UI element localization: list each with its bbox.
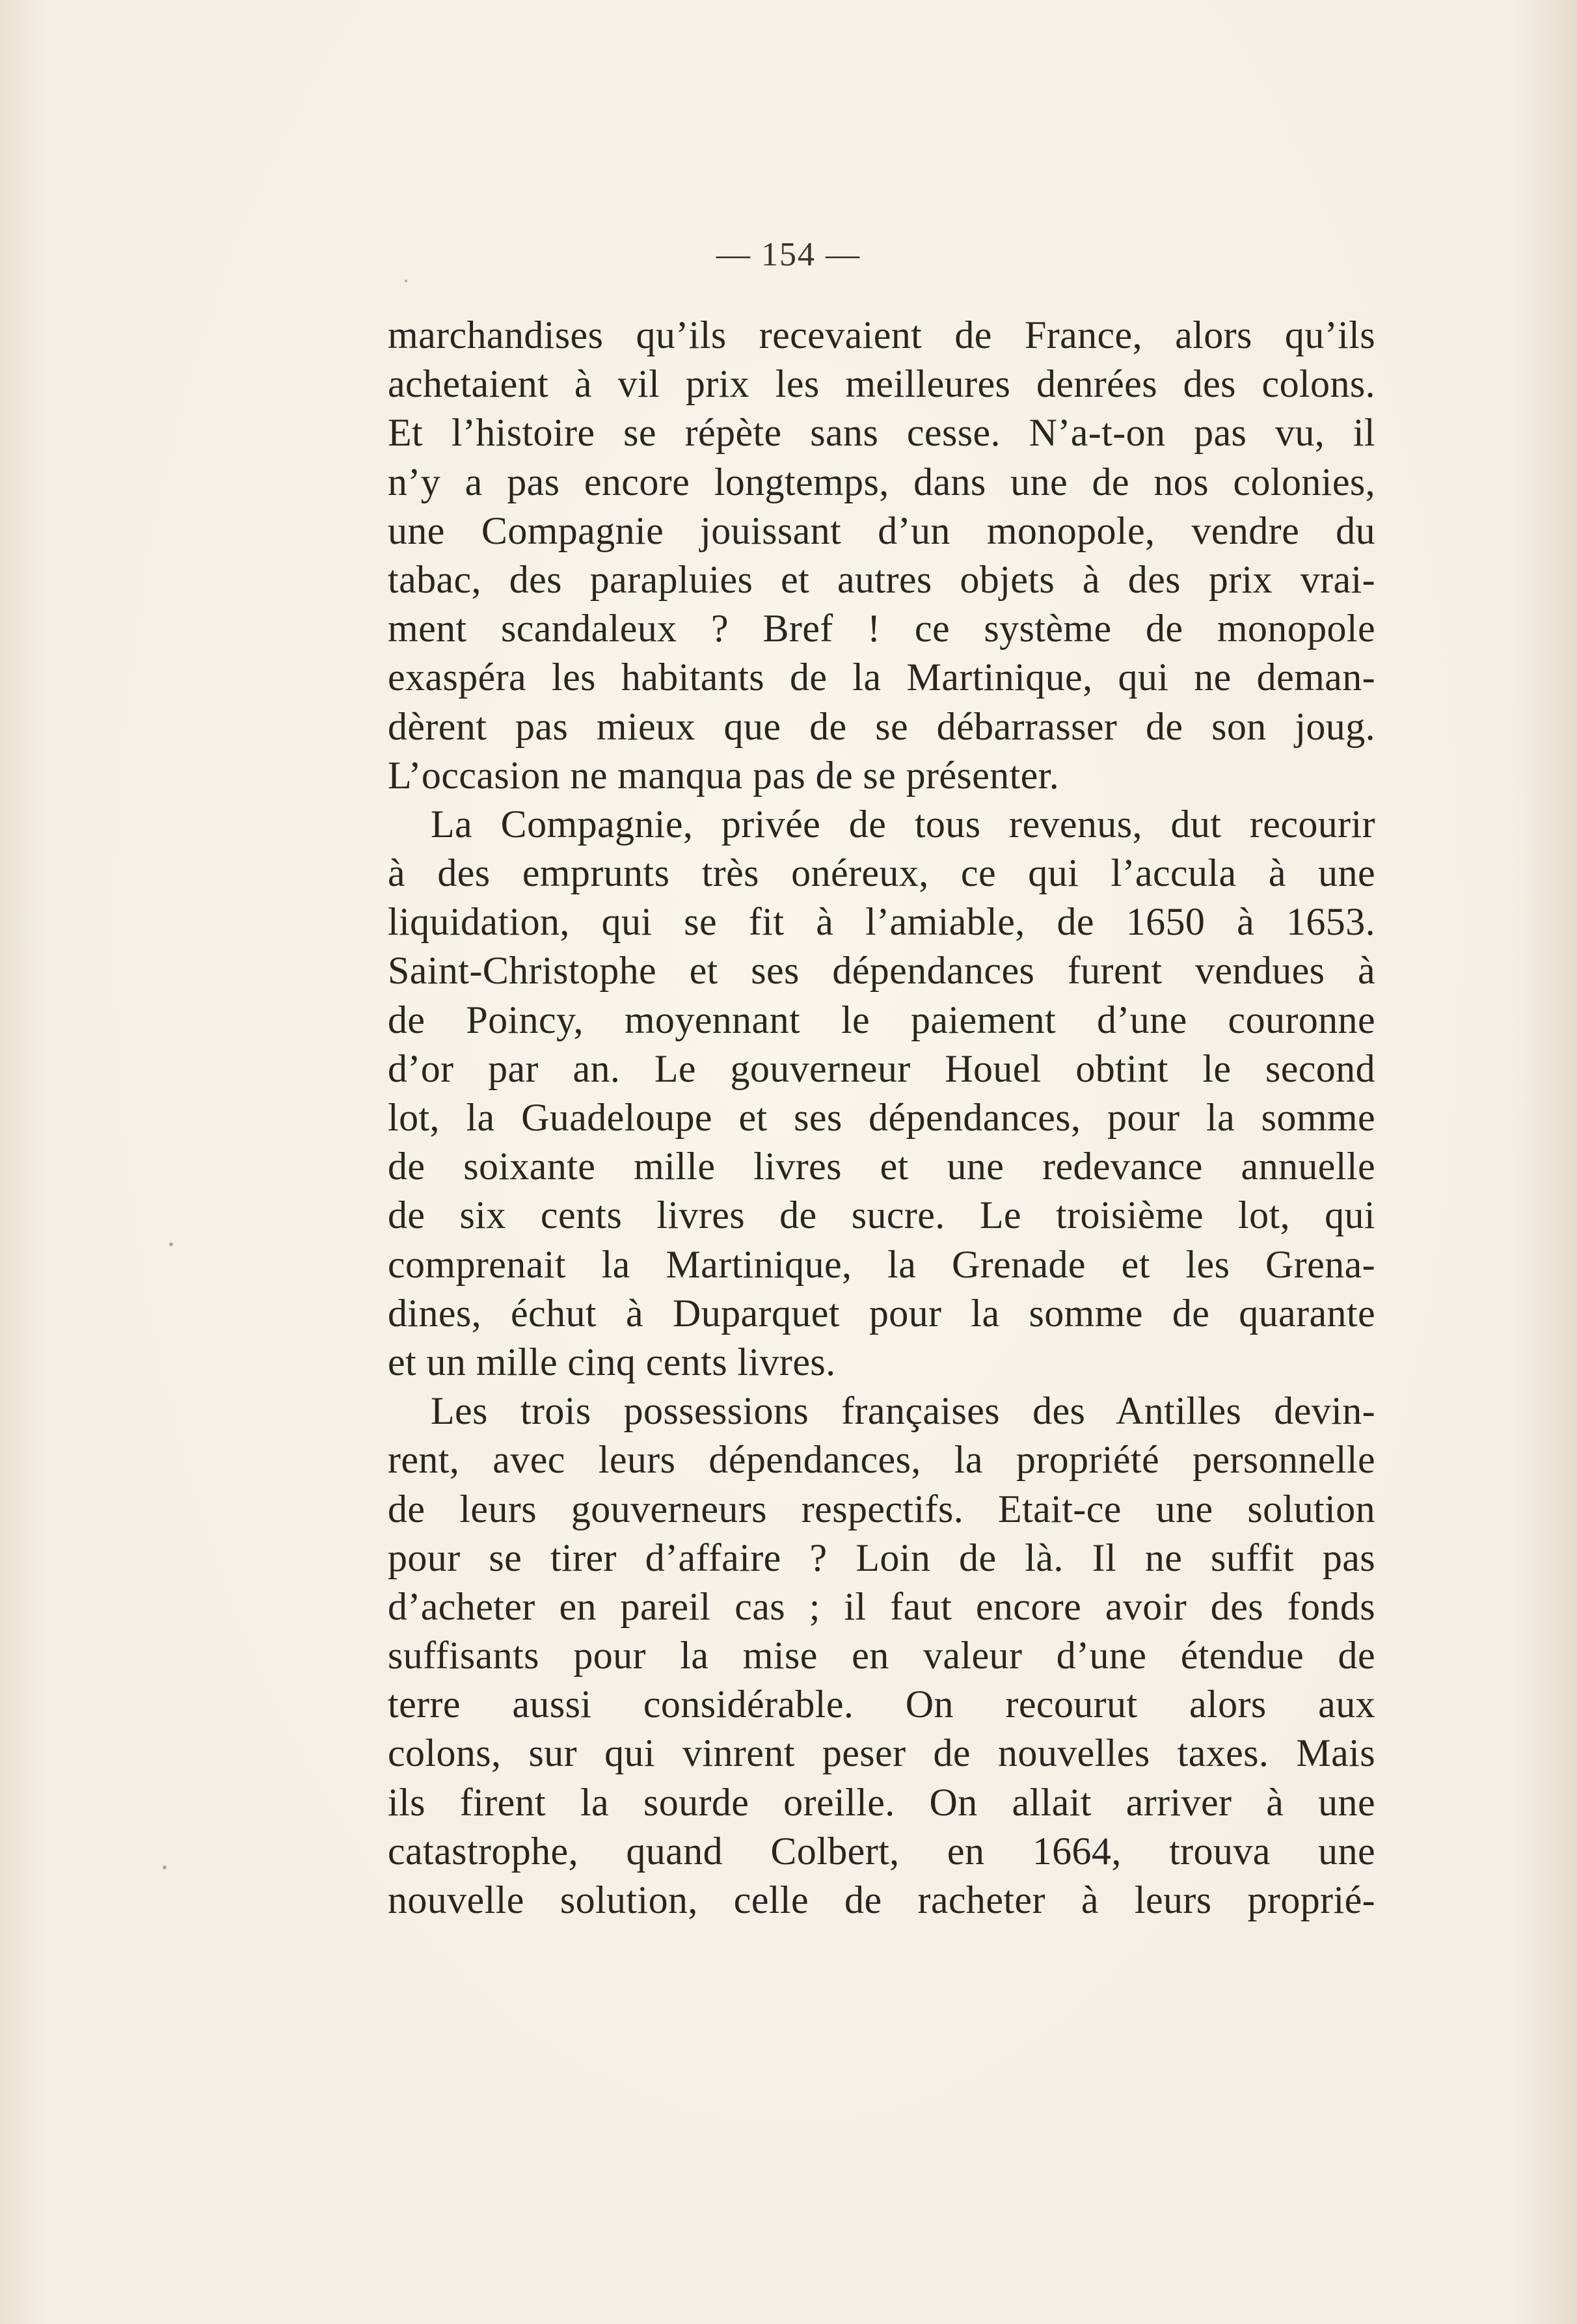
text-line: liquidation, qui se fit à l’amiable, de 1650 à 1653. <box>388 900 1375 944</box>
text-line: à des emprunts très onéreux, ce qui l’accula à une <box>388 851 1375 895</box>
scan-speck <box>169 1242 173 1246</box>
text-line: colons, sur qui vinrent peser de nouvelles taxes. Mais <box>388 1731 1375 1775</box>
text-line: dines, échut à Duparquet pour la somme de quarante <box>388 1291 1375 1335</box>
text-line: marchandises qu’ils recevaient de France, alors qu’ils <box>388 314 1375 356</box>
scan-speck <box>163 1865 167 1869</box>
scan-speck <box>405 280 407 282</box>
text-line: d’or par an. Le gouverneur Houel obtint le second <box>388 1047 1375 1090</box>
text-line: ils firent la sourde oreille. On allait arriver à une <box>388 1780 1375 1824</box>
text-line: nouvelle solution, celle de racheter à leurs proprié- <box>388 1878 1375 1921</box>
text-line: pour se tirer d’affaire ? Loin de là. Il ne suffit pas <box>388 1536 1375 1579</box>
text-line: comprenait la Martinique, la Grenade et les Grena- <box>388 1242 1375 1286</box>
text-line: une Compagnie jouissant d’un monopole, vendre du <box>388 509 1375 552</box>
text-line: Les trois possessions françaises des Antilles devin- <box>431 1389 1375 1433</box>
text-line: de Poincy, moyennant le paiement d’une couronne <box>388 998 1375 1041</box>
text-line: n’y a pas encore longtemps, dans une de nos colonies, <box>388 460 1375 503</box>
text-line: lot, la Guadeloupe et ses dépendances, pour la somme <box>388 1096 1375 1139</box>
text-line: suffisants pour la mise en valeur d’une étendue de <box>388 1634 1375 1677</box>
text-line: et un mille cinq cents livres. <box>388 1340 836 1383</box>
text-line: L’occasion ne manqua pas de se présenter. <box>388 753 1060 797</box>
paragraph-3 <box>388 1387 1375 1925</box>
text-line: terre aussi considérable. On recourut alors aux <box>388 1683 1375 1726</box>
paragraph-1 <box>388 311 1375 800</box>
text-line: ment scandaleux ? Bref ! ce système de monopole <box>388 607 1375 650</box>
text-line: catastrophe, quand Colbert, en 1664, trouva une <box>388 1829 1375 1873</box>
page-number: — 154 — <box>716 236 861 273</box>
text-line: La Compagnie, privée de tous revenus, dut recourir <box>431 802 1375 846</box>
text-line: rent, avec leurs dépendances, la propriété personnelle <box>388 1438 1375 1482</box>
text-line: tabac, des parapluies et autres objets à des prix vrai- <box>388 557 1375 601</box>
text-line: de six cents livres de sucre. Le troisième lot, qui <box>388 1194 1375 1237</box>
text-line: Saint-Christophe et ses dépendances furent vendues à <box>388 949 1375 993</box>
paragraph-2 <box>388 800 1375 1387</box>
text-line: de leurs gouverneurs respectifs. Etait-ce une solution <box>388 1487 1375 1530</box>
text-line: dèrent pas mieux que de se débarrasser de son joug. <box>388 704 1375 748</box>
text-line: de soixante mille livres et une redevance annuelle <box>388 1145 1375 1188</box>
text-line: d’acheter en pareil cas ; il faut encore avoir des fonds <box>388 1584 1375 1628</box>
text-line: exaspéra les habitants de la Martinique, qui ne deman- <box>388 656 1375 699</box>
text-line: achetaient à vil prix les meilleures denrées des colons. <box>388 362 1375 406</box>
text-line: Et l’histoire se répète sans cesse. N’a-t-on pas vu, il <box>388 411 1375 455</box>
body-text <box>388 311 1375 1925</box>
